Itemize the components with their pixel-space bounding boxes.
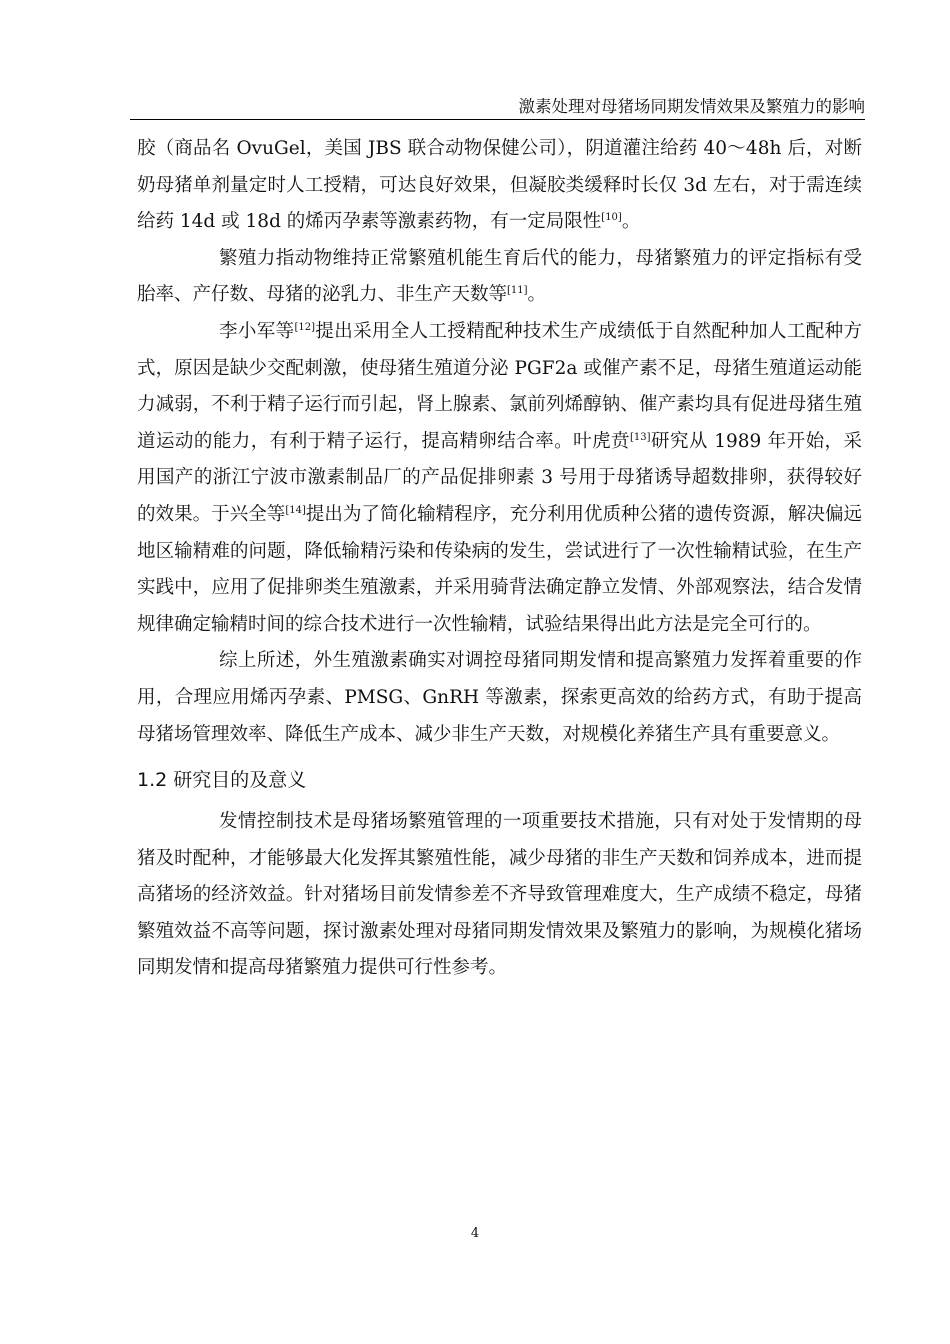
paragraph-literature bbox=[137, 314, 862, 643]
paragraph-summary bbox=[137, 643, 862, 753]
paragraph-text: 。 bbox=[621, 211, 641, 233]
body-text bbox=[137, 131, 862, 987]
paragraph-text: 研究从 1989 年开始，采用国产的浙江宁波市激素制品厂的产品促排卵素 3 号用于母猪诱导超数排卵，获得较好的效果。于兴全等 bbox=[137, 430, 862, 525]
header-rule bbox=[130, 119, 865, 120]
paragraph-text: 综上所述，外生殖激素确实对调控母猪同期发情和提高繁殖力发挥着重要的作用，合理应用烯丙孕素、PMSG、GnRH 等激素，探索更高效的给药方式，有助于提高母猪场管理效率、降低生产成本、减少非生产天数，对规模化养猪生产具有重要意义。 bbox=[137, 650, 862, 745]
paragraph-text: 提出采用全人工授精配种技术生产成绩低于自然配种加人工配种方式，原因是缺少交配刺激，使母猪生殖道分泌 PGF2a 或催产素不足，母猪生殖道运动能力减弱，不利于精子运行而引起，肾上腺素、氯前列烯醇钠、催产素均具有促进母猪生殖道运动的能力，有利于精子运行，提高精卵结合率。叶虎贲 bbox=[137, 320, 862, 452]
paragraph-text: 李小军等 bbox=[219, 320, 295, 342]
paragraph-continued bbox=[137, 131, 862, 241]
paragraph-text: 繁殖力指动物维持正常繁殖机能生育后代的能力，母猪繁殖力的评定指标有受胎率、产仔数、母猪的泌乳力、非生产天数等 bbox=[137, 247, 862, 306]
paragraph-fertility bbox=[137, 241, 862, 314]
paragraph-text: 发情控制技术是母猪场繁殖管理的一项重要技术措施，只有对处于发情期的母猪及时配种，才能够最大化发挥其繁殖性能，减少母猪的非生产天数和饲养成本，进而提高猪场的经济效益。针对猪场目前发情参差不齐导致管理难度大，生产成绩不稳定，母猪繁殖效益不高等问题，探讨激素处理对母猪同期发情效果及繁殖力的影响，为规模化猪场同期发情和提高母猪繁殖力提供可行性参考。 bbox=[137, 811, 862, 979]
section-heading: 1.2 研究目的及意义 bbox=[137, 769, 307, 792]
citation-ref: [13] bbox=[630, 431, 651, 443]
paragraph-text: 。 bbox=[527, 284, 547, 306]
paragraph-text: 胶（商品名 OvuGel，美国 JBS 联合动物保健公司），阴道灌注给药 40～48h 后，对断奶母猪单剂量定时人工授精，可达良好效果，但凝胶类缓释时长仅 3d 左右，对于需连续给药 14d 或 18d 的烯丙孕素等激素药物，有一定局限性 bbox=[137, 138, 862, 233]
paragraph-text: 提出为了简化输精程序，充分利用优质种公猪的遗传资源，解决偏远地区输精难的问题，降低输精污染和传染病的发生，尝试进行了一次性输精试验，在生产实践中，应用了促排卵类生殖激素，并采用骑背法确定静立发情、外部观察法，结合发情规律确定输精时间的综合技术进行一次性输精，试验结果得出此方法是完全可行的。 bbox=[137, 503, 862, 635]
citation-ref: [10] bbox=[601, 212, 622, 224]
running-header-title: 激素处理对母猪场同期发情效果及繁殖力的影响 bbox=[518, 97, 865, 116]
paragraph-purpose bbox=[137, 804, 862, 987]
citation-ref: [14] bbox=[285, 504, 306, 516]
citation-ref: [11] bbox=[507, 285, 528, 297]
page-number: 4 bbox=[470, 1226, 480, 1241]
citation-ref: [12] bbox=[294, 321, 315, 333]
